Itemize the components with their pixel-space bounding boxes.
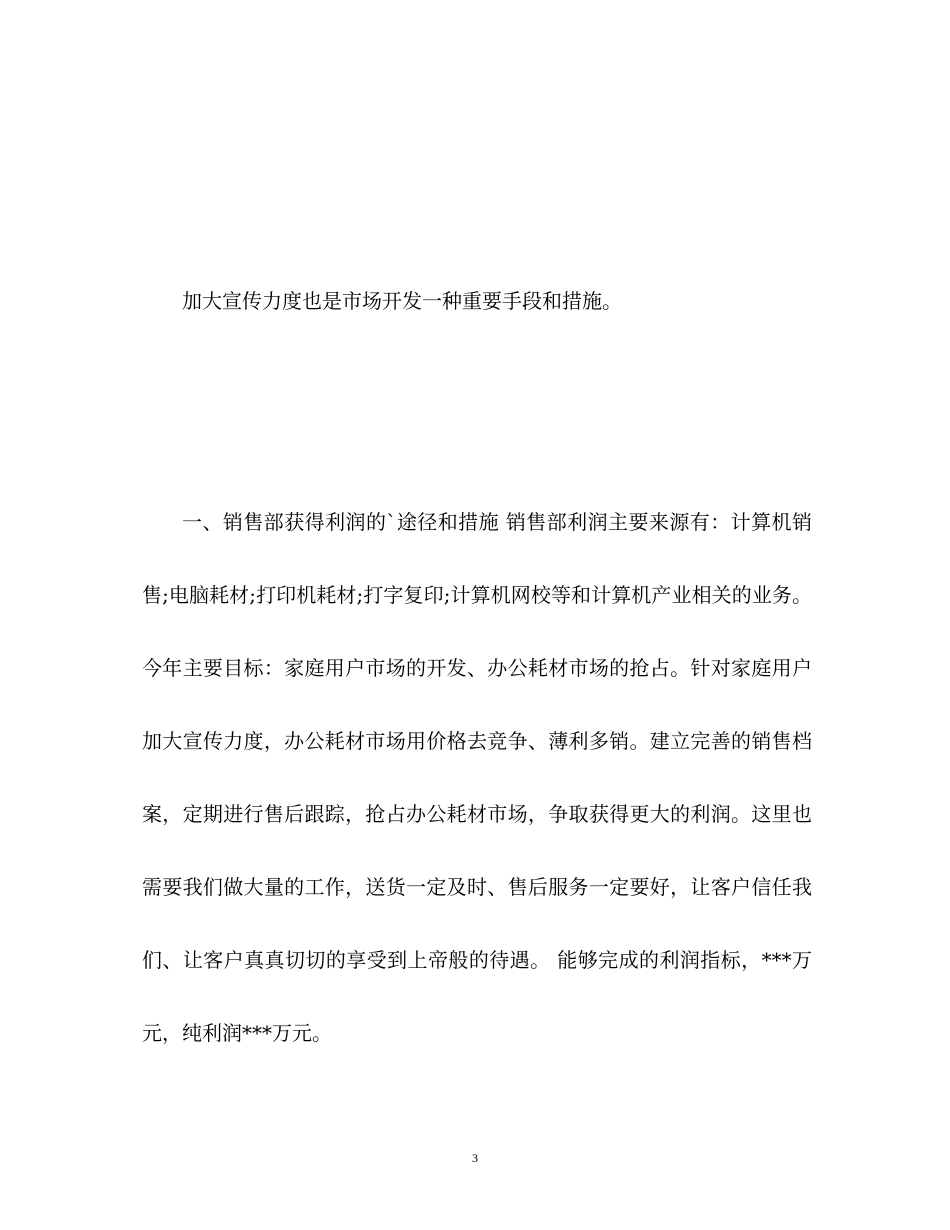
page-number: 3 — [472, 1151, 478, 1165]
paragraph-publicity: 加大宣传力度也是市场开发一种重要手段和措施。 — [182, 289, 622, 313]
paragraph-sales-profit: 一、销售部获得利润的`途径和措施 销售部利润主要来源有：计算机销售;电脑耗材;打印机耗材;打字复印;计算机网校等和计算机产业相关的业务。今年主要目标：家庭用户市场的开发、办公耗材市场的抢占。针对家庭用户加大宣传力度，办公耗材市场用价格去竞争、薄利多销。建立完善的销售档案，定期进行售后跟踪，抢占办公耗材市场，争取获得更大的利润。这里也需要我们做大量的工作，送货一定及时、售后服务一定要好，让客户信任我们、让客户真真切切的享受到上帝般的待遇。 能够完成的利润指标，***万元，纯利润***万元。 — [142, 510, 812, 1045]
